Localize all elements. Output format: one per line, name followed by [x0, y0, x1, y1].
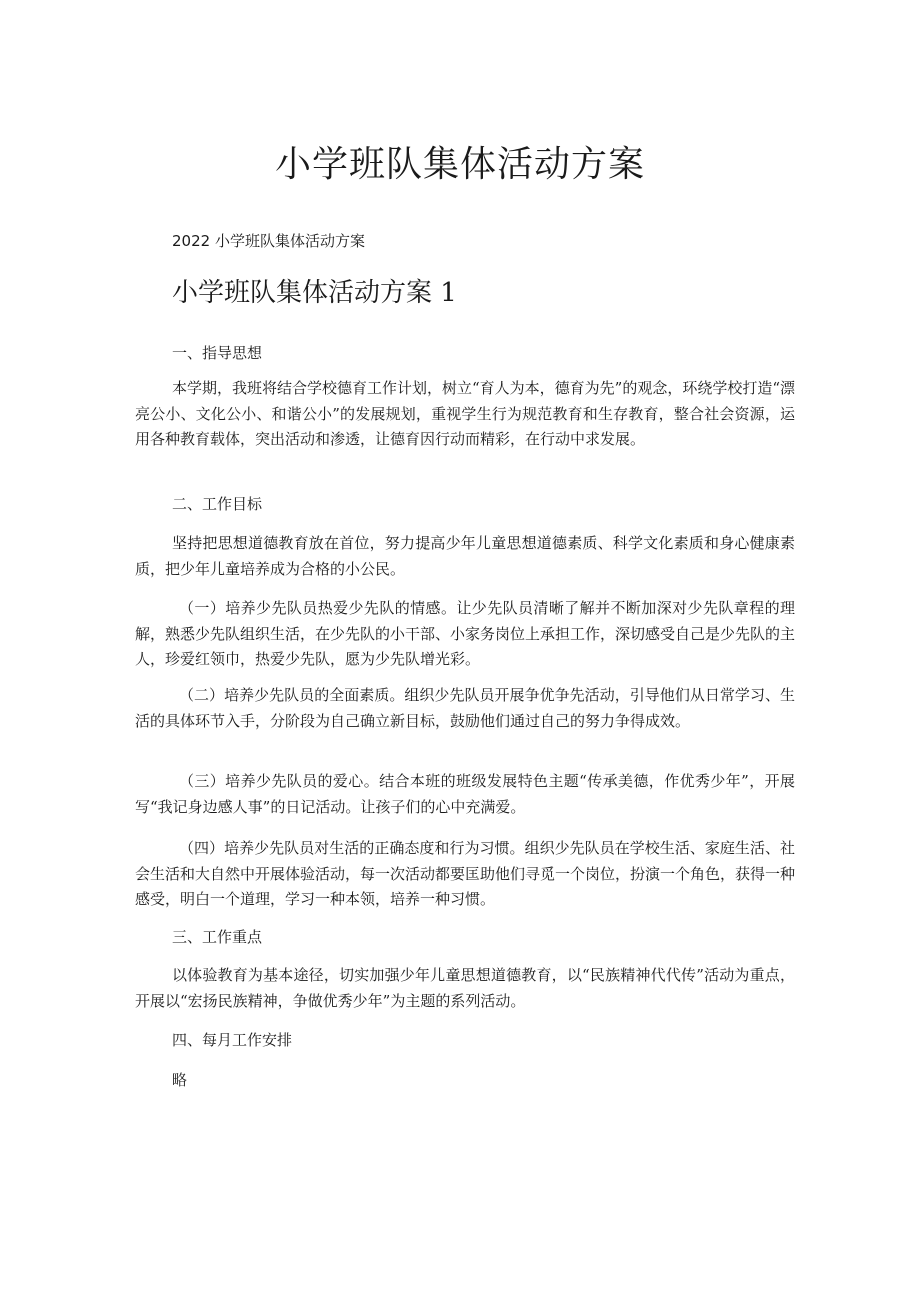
- heading-work-focus: 三、工作重点: [172, 928, 263, 946]
- paragraph-monthly-plan-body: 略: [172, 1071, 188, 1089]
- paragraph-goal-three: （三）培养少先队员的爱心。结合本班的班级发展特色主题“传承美德，作优秀少年”，开展写“我记身边感人事”的日记活动。让孩子们的心中充满爱。: [135, 772, 795, 816]
- document-title: 小学班队集体活动方案: [274, 144, 645, 185]
- paragraph-goal-two: （二）培养少先队员的全面素质。组织少先队员开展争优争先活动，引导他们从日常学习、生活的具体环节入手，分阶段为自己确立新目标，鼓励他们通过自己的努力争得成效。: [135, 686, 795, 730]
- paragraph-focus-body: 以体验教育为基本途径，切实加强少年儿童思想道德教育，以“民族精神代代传”活动为重点，开展以“宏扬民族精神，争做优秀少年”为主题的系列活动。: [135, 966, 795, 1010]
- heading-guiding-ideology: 一、指导思想: [172, 344, 263, 362]
- paragraph-goals-body: 坚持把思想道德教育放在首位，努力提高少年儿童思想道德素质、科学文化素质和身心健康素质，把少年儿童培养成为合格的小公民。: [135, 534, 795, 578]
- section-title: 小学班队集体活动方案 1: [172, 278, 457, 308]
- paragraph-ideology-body: 本学期，我班将结合学校德育工作计划，树立“育人为本，德育为先”的观念，环绕学校打造“漂亮公小、文化公小、和谐公小”的发展规划，重视学生行为规范教育和生存教育，整合社会资源，运用各种教育载体，突出活动和渗透，让德育因行动而精彩，在行动中求发展。: [135, 379, 796, 448]
- paragraph-goal-four: （四）培养少先队员对生活的正确态度和行为习惯。组织少先队员在学校生活、家庭生活、社会生活和大自然中开展体验活动，每一次活动都要匡助他们寻觅一个岗位，扮演一个角色，获得一种感受，明白一个道理，学习一种本领，培养一种习惯。: [135, 839, 796, 908]
- paragraph-goal-one: （一）培养少先队员热爱少先队的情感。让少先队员清晰了解并不断加深对少先队章程的理解，熟悉少先队组织生活，在少先队的小干部、小家务岗位上承担工作，深切感受自己是少先队的主人，珍爱红领巾，热爱少先队，愿为少先队增光彩。: [135, 599, 796, 668]
- document-subtitle: 2022 小学班队集体活动方案: [172, 232, 365, 250]
- heading-work-goals: 二、工作目标: [172, 495, 263, 513]
- heading-monthly-plan: 四、每月工作安排: [172, 1031, 293, 1049]
